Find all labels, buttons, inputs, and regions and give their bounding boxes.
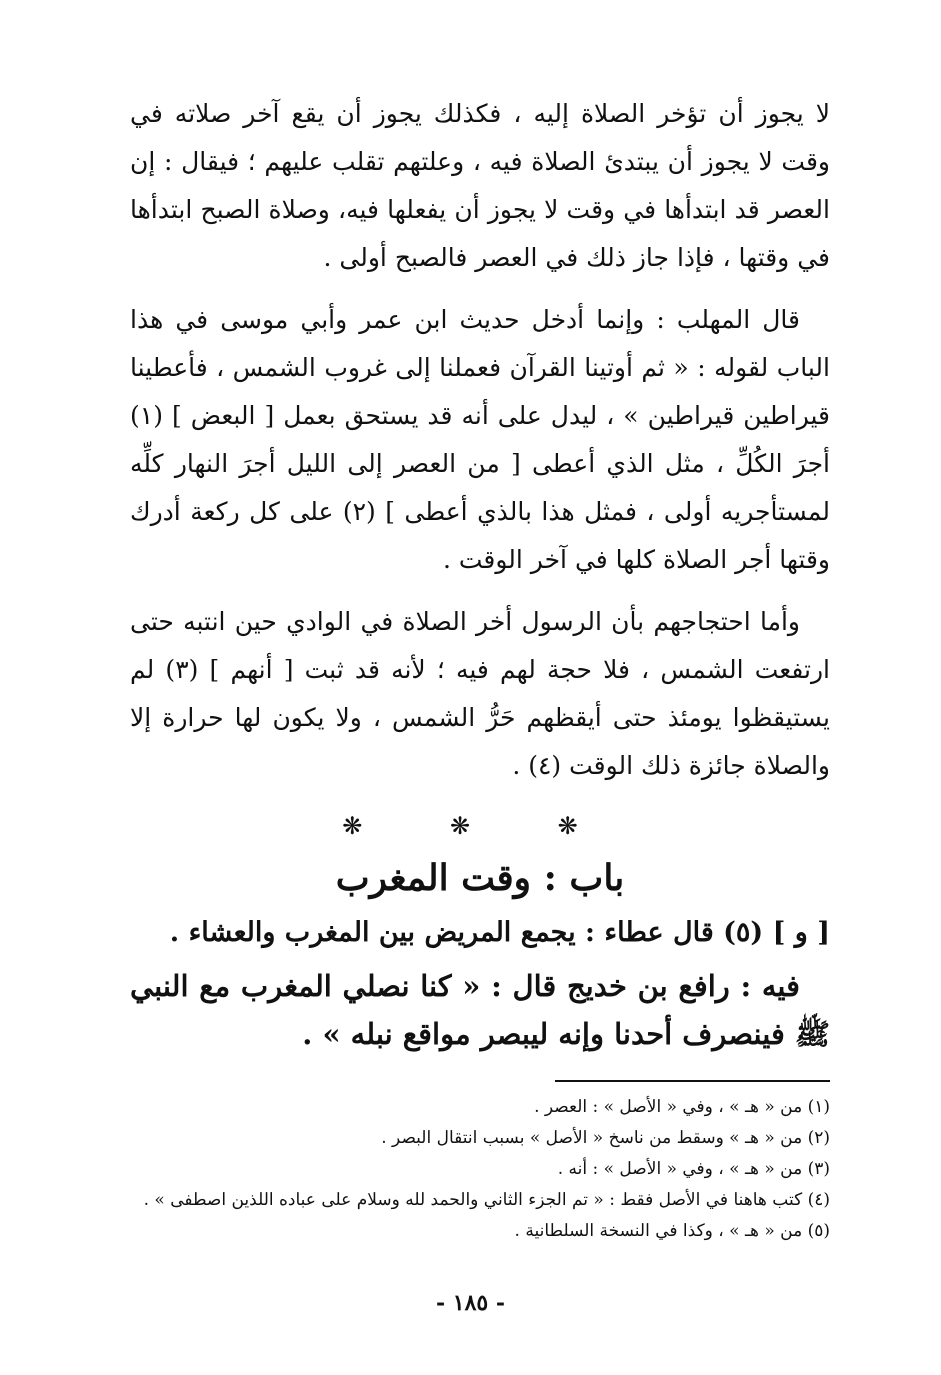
body-paragraph: وأما احتجاجهم بأن الرسول أخر الصلاة في الوادي حين انتبه حتى ارتفعت الشمس ، فلا حجة لهم فيه ؛ لأنه قد ثبت [ أنهم ] (٣) لم يستيقظوا يومئذ حتى أيقظهم حَرُّ الشمس ، ولا يكون لها حرارة إلا والصلاة جائزة ذلك الوقت (٤) . — [130, 607, 830, 780]
section-separator: ❋ ❋ ❋ — [342, 812, 618, 840]
footnote: (٢) من « هـ » وسقط من ناسخ « الأصل » بسبب انتقال البصر . — [381, 1128, 830, 1148]
footnote-divider — [555, 1080, 830, 1082]
footnote: (٥) من « هـ » ، وكذا في النسخة السلطانية . — [514, 1221, 830, 1241]
page-number: - ١٨٥ - — [435, 1290, 506, 1316]
footnote: (٤) كتب هاهنا في الأصل فقط : « تم الجزء الثاني والحمد لله وسلام على عباده اللذين اصطفى » . — [143, 1190, 830, 1210]
page-body — [130, 90, 830, 1247]
chapter-title: باب : وقت المغرب — [335, 857, 625, 899]
footnote: (٣) من « هـ » ، وفي « الأصل » : أنه . — [557, 1159, 830, 1179]
footnote: (١) من « هـ » ، وفي « الأصل » : العصر . — [534, 1097, 830, 1117]
hadith-paragraph: فيه : رافع بن خديج قال : « كنا نصلي المغرب مع النبي ﷺ فينصرف أحدنا وإنه ليبصر مواقع نبله » . — [130, 969, 830, 1051]
body-paragraph: لا يجوز أن تؤخر الصلاة إليه ، فكذلك يجوز أن يقع آخر صلاته في وقت لا يجوز أن يبتدئ الصلاة فيه ، وعلتهم تقلب عليهم ؛ فيقال : إن العصر قد ابتدأها في وقت لا يجوز أن يفعلها فيه، وصلاة الصبح ابتدأها في وقتها ، فإذا جاز ذلك في العصر فالصبح أولى . — [130, 99, 831, 272]
chapter-heading-line: [ و ] (٥) قال عطاء : يجمع المريض بين المغرب والعشاء . — [169, 917, 830, 948]
body-paragraph: قال المهلب : وإنما أدخل حديث ابن عمر وأبي موسى في هذا الباب لقوله : « ثم أوتينا القرآن فعملنا إلى غروب الشمس ، فأعطينا قيراطين قيراطين » ، ليدل على أنه قد يستحق بعمل [ البعض ] (١) أجرَ الكُلِّ ، مثل الذي أعطى [ من العصر إلى الليل أجرَ النهار كلِّه لمستأجريه أولى ، فمثل هذا بالذي أعطى ] (٢) على كل ركعة أدرك وقتها أجر الصلاة كلها في آخر الوقت . — [130, 305, 830, 574]
footnotes — [130, 1092, 830, 1247]
